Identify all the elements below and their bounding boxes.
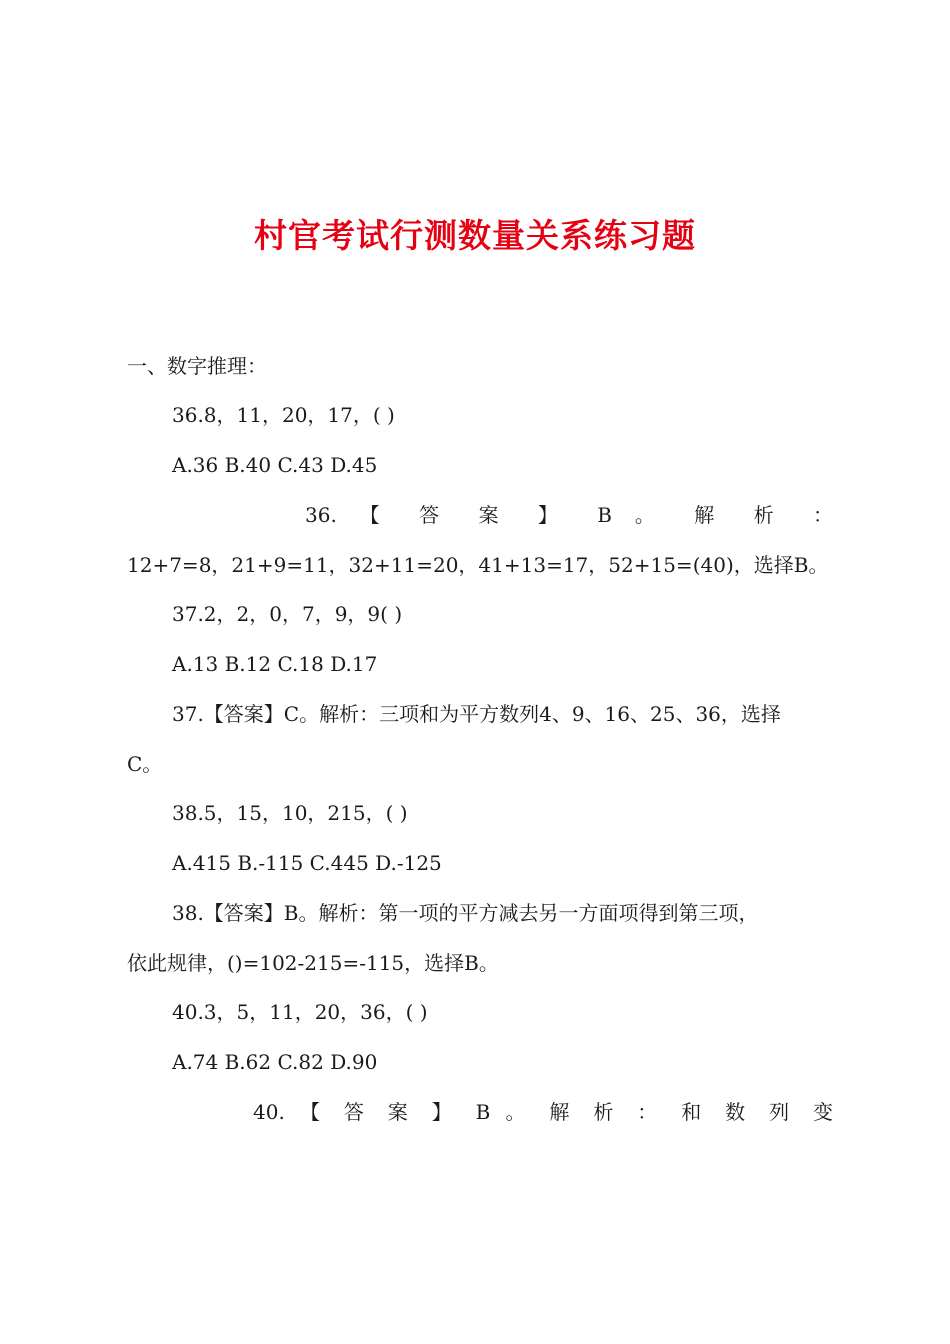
answer-40-line1: 40. 【 答 案 】 B 。 解 析 ： 和 数 列 变 (253, 1100, 833, 1124)
question-37: 37.2，2，0，7，9，9( ) (172, 602, 403, 626)
options-40: A.74 B.62 C.82 D.90 (172, 1050, 378, 1074)
question-36: 36.8，11，20，17，( ) (172, 403, 395, 427)
document-title: 村官考试行测数量关系练习题 (254, 216, 696, 255)
answer-38-line1: 38.【答案】B。解析：第一项的平方减去另一方面项得到第三项， (172, 901, 759, 925)
answer-37-line1: 37.【答案】C。解析：三项和为平方数列4、9、16、25、36，选择 (172, 702, 781, 726)
question-40: 40.3，5，11，20，36，( ) (172, 1000, 428, 1024)
options-37: A.13 B.12 C.18 D.17 (172, 652, 378, 676)
options-38: A.415 B.-115 C.445 D.-125 (172, 851, 442, 875)
question-38: 38.5，15，10，215，( ) (172, 801, 408, 825)
answer-38-line2: 依此规律，()=102-215=-115，选择B。 (127, 951, 499, 975)
options-36: A.36 B.40 C.43 D.45 (172, 453, 378, 477)
answer-36-line2: 12+7=8，21+9=11，32+11=20，41+13=17，52+15=(40)，选择B。 (127, 553, 829, 577)
section-heading: 一、数字推理： (127, 354, 267, 378)
answer-36-line1: 36. 【 答 案 】 B 。 解 析 ： (305, 503, 833, 527)
answer-37-line2: C。 (127, 752, 163, 776)
